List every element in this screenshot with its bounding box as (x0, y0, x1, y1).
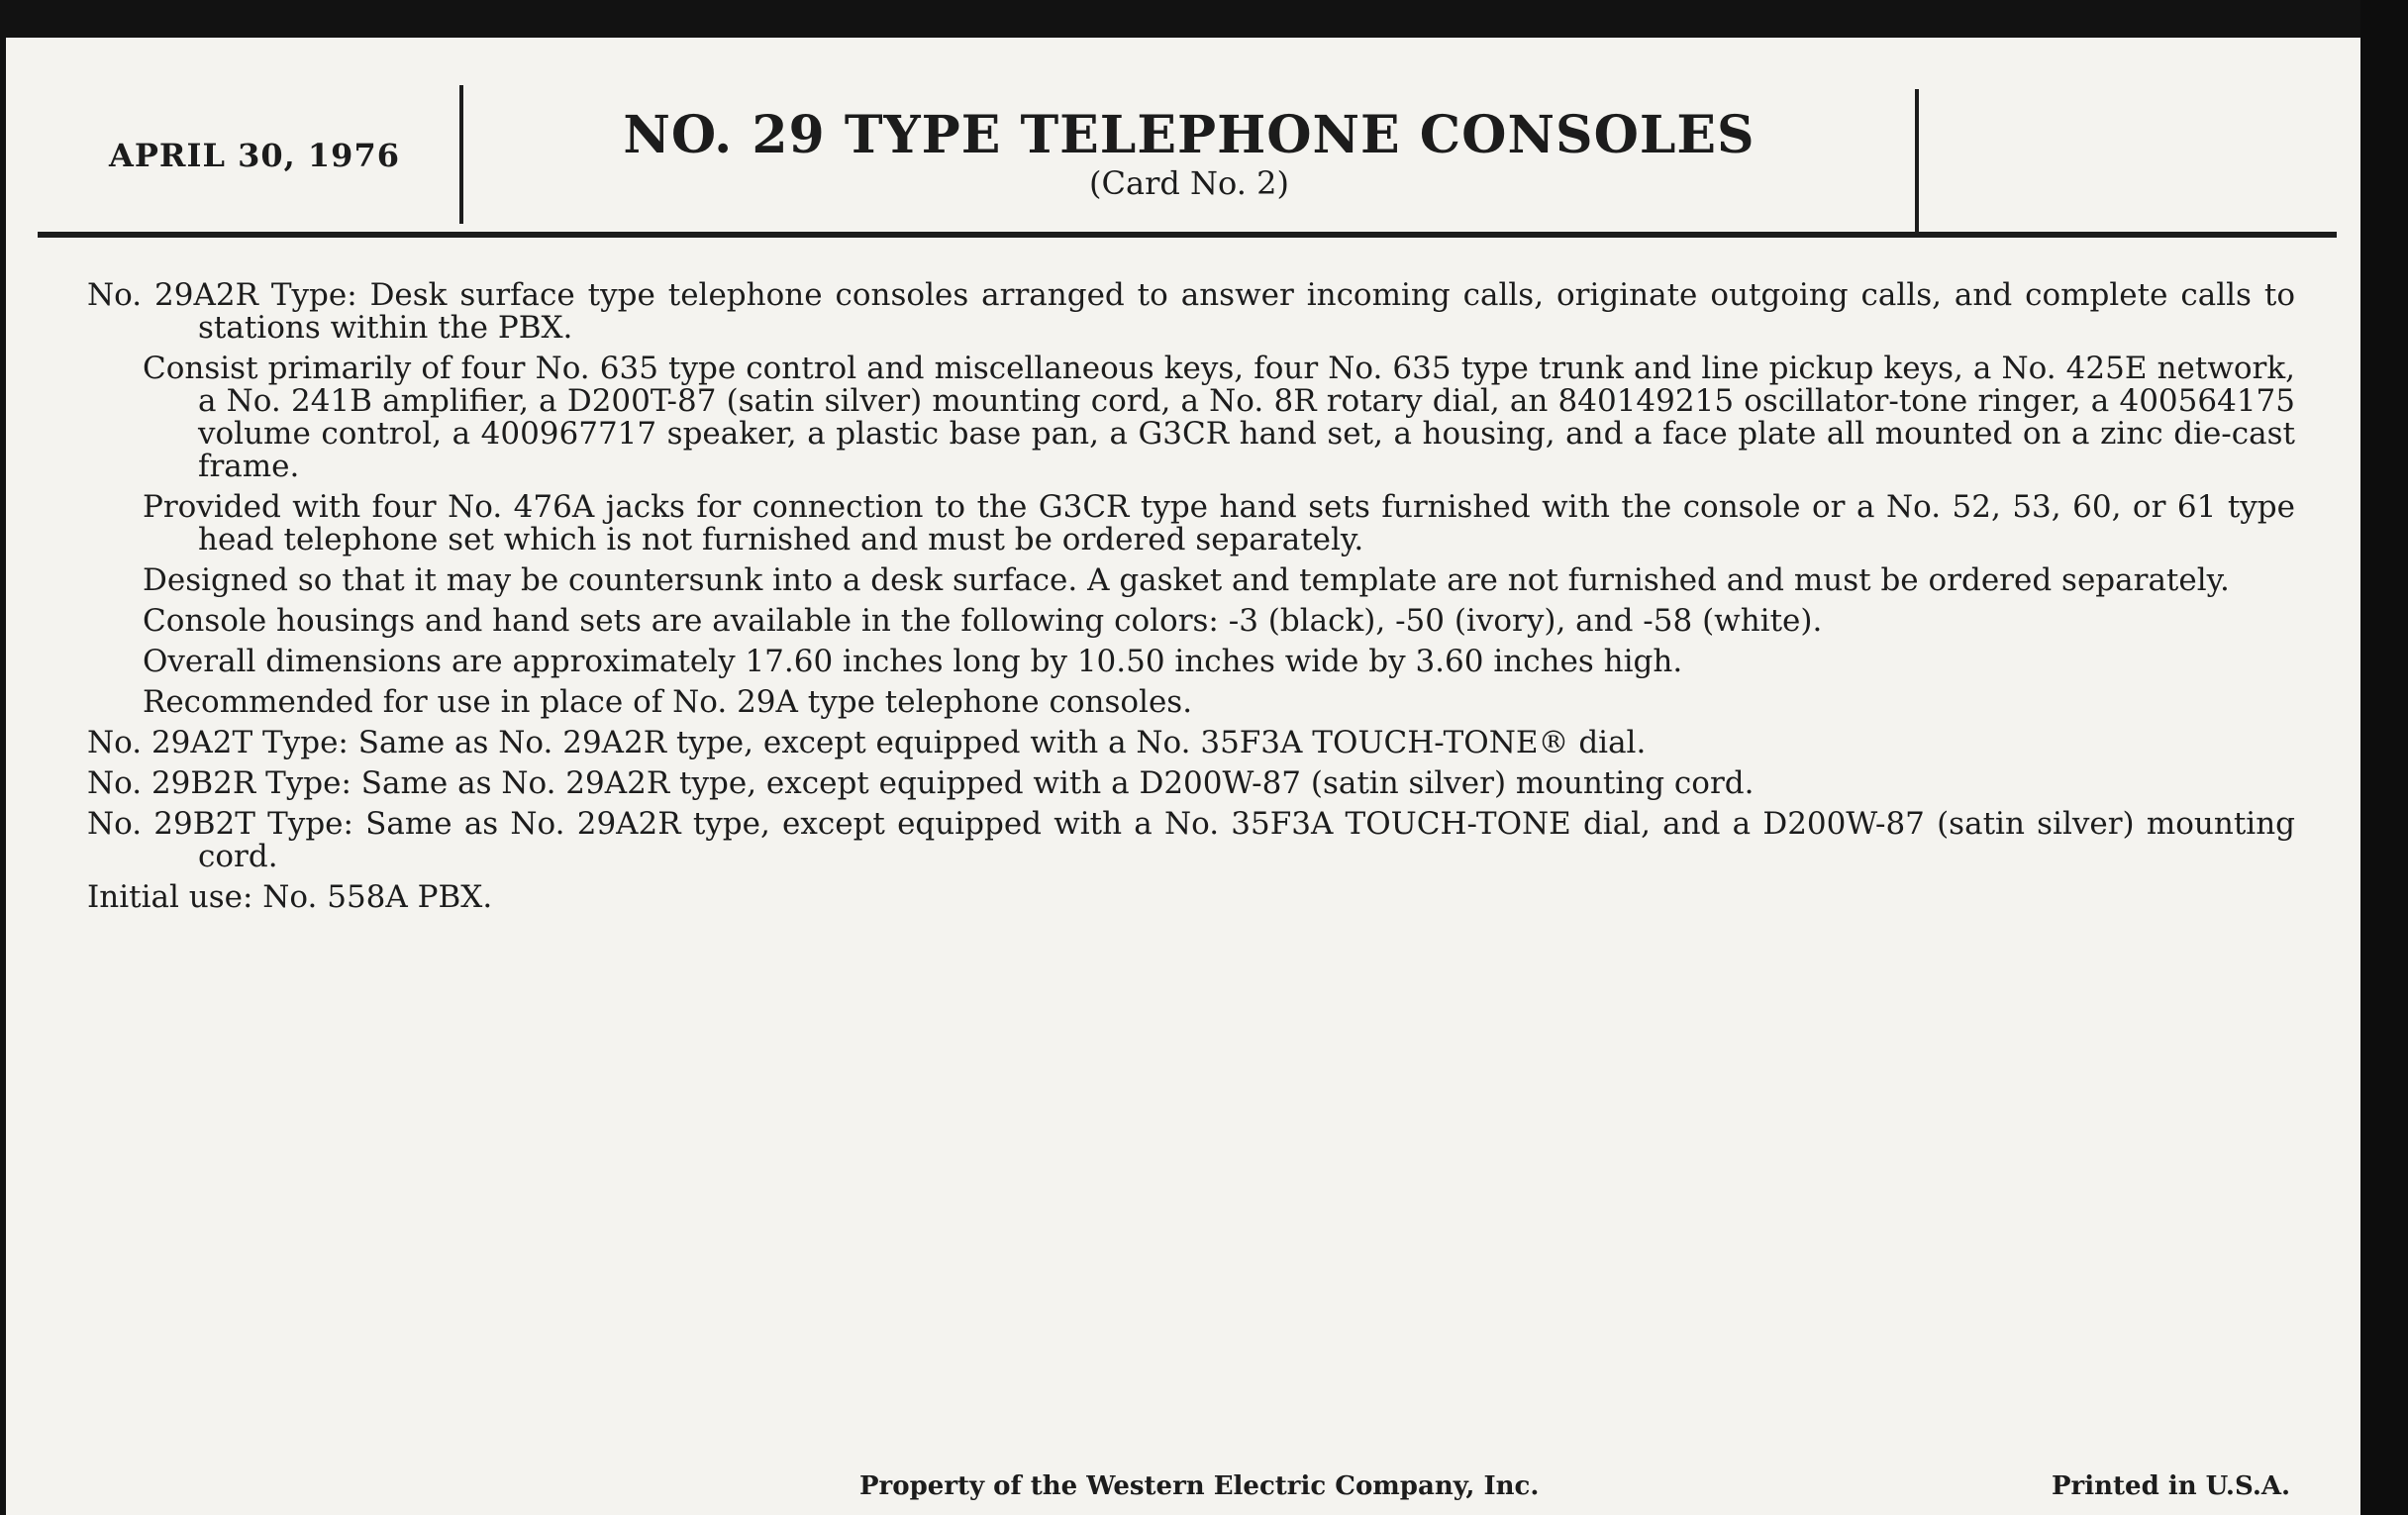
paragraph-provided: Provided with four No. 476A jacks for connection to the G3CR type hand sets furnished with the console or a No. 52, 53, 60, or 61 type head telephone set which is not furnished and must be ordered separately. (143, 489, 2295, 557)
card-subtitle: (Card No. 2) (1089, 164, 1289, 202)
entry-29a2t: No. 29A2T Type: Same as No. 29A2R type, except equipped with a No. 35F3A TOUCH-TONE® dial. (87, 725, 1647, 760)
card-date: APRIL 30, 1976 (109, 137, 400, 174)
paragraph-dimensions: Overall dimensions are approximately 17.60 inches long by 10.50 inches wide by 3.60 inches high. (143, 644, 1683, 679)
entry-29b2r: No. 29B2R Type: Same as No. 29A2R type, except equipped with a D200W-87 (satin silver) mounting cord. (87, 765, 1755, 801)
scan-edge (2360, 0, 2408, 1515)
entry-29b2t: No. 29B2T Type: Same as No. 29A2R type, except equipped with a No. 35F3A TOUCH-TONE dial, and a D200W-87 (satin silver) mounting cord. (87, 806, 2295, 874)
initial-use: Initial use: No. 558A PBX. (87, 879, 493, 915)
header-rule (38, 232, 2337, 238)
catalog-card (6, 38, 2360, 1515)
paragraph-consist: Consist primarily of four No. 635 type control and miscellaneous keys, four No. 635 type trunk and line pickup keys, a No. 425E network, a No. 241B amplifier, a D200T-87 (satin silver) mounting cord, a No. 8R rotary dial, an 840149215 oscillator-tone ringer, a 400564175 volume control, a 400967717 speaker, a plastic base pan, a G3CR hand set, a housing, and a face plate all mounted on a zinc die-cast frame. (143, 351, 2295, 484)
entry-29a2r: No. 29A2R Type: Desk surface type telephone consoles arranged to answer incoming calls, originate outgoing calls, and complete calls to stations within the PBX. (87, 277, 2295, 346)
paragraph-designed: Designed so that it may be countersunk into a desk surface. A gasket and template are not furnished and must be ordered separately. (143, 562, 2230, 598)
card-title: NO. 29 TYPE TELEPHONE CONSOLES (623, 105, 1756, 165)
header-divider-right (1915, 89, 1919, 236)
paragraph-recommended: Recommended for use in place of No. 29A type telephone consoles. (143, 684, 1193, 720)
paragraph-colors: Console housings and hand sets are available in the following colors: -3 (black), -50 (ivory), and -58 (white). (143, 603, 1823, 639)
footer-printed: Printed in U.S.A. (2052, 1471, 2291, 1501)
card-body (87, 279, 2295, 922)
footer-property: Property of the Western Electric Company, Inc. (859, 1471, 1540, 1501)
